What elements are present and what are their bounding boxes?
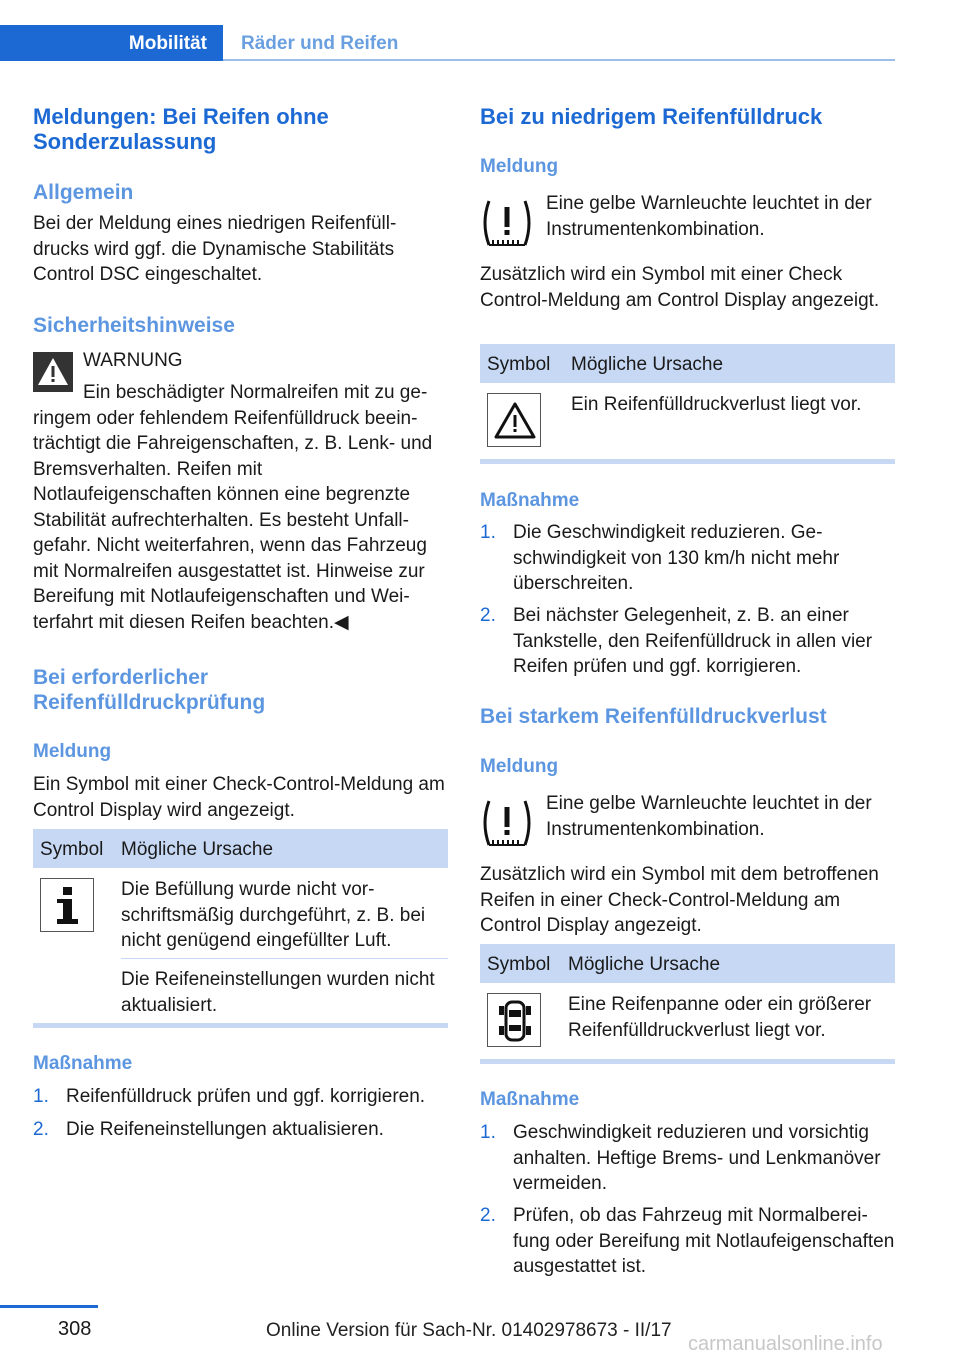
table-col-ursache: Mögliche Ursache xyxy=(571,354,724,375)
allgemein-text: Bei der Meldung eines niedrigen Reifenfülldrucks wird ggf. die Dynamische Stabilitäts Control DSC eingeschaltet. xyxy=(33,213,397,285)
heading-zu-niedrigem-druck: Bei zu niedrigem Reifenfülldruck xyxy=(480,104,823,129)
info-icon xyxy=(40,878,94,932)
meldung-text: Zusätzlich wird ein Symbol mit einer Check Control-Meldung am Control Display angezeigt. xyxy=(480,264,880,311)
list-number: 1. xyxy=(33,1086,49,1107)
list-text: Die Geschwindigkeit reduzieren. Geschwindigkeit von 130 km/h nicht mehr überschreiten. xyxy=(513,522,840,594)
list-text: Geschwindigkeit reduzieren und vorsichtig anhalten. Heftige Brems- und Lenkmanöver vermeiden. xyxy=(513,1122,881,1194)
list-number: 1. xyxy=(480,522,496,543)
table-bottom-border xyxy=(480,1059,895,1064)
list-text: Die Reifeneinstellungen aktualisieren. xyxy=(66,1119,384,1140)
list-number: 1. xyxy=(480,1122,496,1143)
warning-label: WARNUNG xyxy=(83,350,183,371)
warning-lamp-text: Eine gelbe Warnleuchte leuchtet in der Instrumentenkombination. xyxy=(546,793,872,840)
warning-lamp-text: Eine gelbe Warnleuchte leuchtet in der Instrumentenkombination. xyxy=(546,193,872,240)
page-number: 308 xyxy=(58,1318,92,1340)
table-bottom-border xyxy=(33,1023,448,1028)
heading-allgemein: Allgemein xyxy=(33,181,134,204)
table-row-ursache: Eine Reifenpanne oder ein größerer Reifenfülldruckverlust liegt vor. xyxy=(568,994,872,1041)
heading-massnahme: Maßnahme xyxy=(33,1053,133,1074)
section-tab-mobilitaet xyxy=(0,25,223,61)
list-text: Prüfen, ob das Fahrzeug mit Normalbereifung oder Bereifung mit Notlaufeigenschaften ausgestattet ist. xyxy=(513,1205,895,1277)
table-header xyxy=(480,944,895,983)
table-row-2-ursache: Die Reifeneinstellungen wurden nicht aktualisiert. xyxy=(121,969,435,1016)
tire-pressure-warning-lamp-icon xyxy=(480,796,534,850)
car-tire-position-icon xyxy=(487,993,541,1047)
section-title: Meldungen: Bei Reifen ohne Sonderzulassung xyxy=(33,104,329,154)
table-col-ursache: Mögliche Ursache xyxy=(568,954,721,975)
heading-starkem-verlust: Bei starkem Reifenfülldruckverlust xyxy=(480,705,827,728)
tire-pressure-warning-lamp-icon xyxy=(480,196,534,250)
watermark: carmanualsonline.info xyxy=(688,1333,883,1355)
table-row-divider xyxy=(121,958,448,959)
footer-accent-line xyxy=(0,1305,98,1308)
heading-massnahme: Maßnahme xyxy=(480,1089,580,1110)
symbol-table-stark xyxy=(480,944,895,1069)
meldung-text: Ein Symbol mit einer Check-Control-Meldung am Control Display wird angezeigt. xyxy=(33,774,445,821)
list-number: 2. xyxy=(480,1205,496,1226)
chapter-tab-raeder-reifen: Räder und Reifen xyxy=(241,33,399,54)
symbol-table-pruefung xyxy=(33,829,448,1029)
warning-triangle-icon xyxy=(487,393,541,447)
symbol-table-niedrig xyxy=(480,344,895,469)
table-bottom-border xyxy=(480,459,895,464)
heading-reifenfuelldruckpruefung: Bei erforderlicher Reifenfülldruckprüfung xyxy=(33,666,266,714)
list-number: 2. xyxy=(480,605,496,626)
table-col-symbol: Symbol xyxy=(487,954,551,975)
heading-meldung: Meldung xyxy=(480,756,559,777)
section-tab-label: Mobilität xyxy=(128,33,207,54)
heading-meldung: Meldung xyxy=(480,156,559,177)
heading-meldung: Meldung xyxy=(33,741,112,762)
online-version-note: Online Version für Sach-Nr. 01402978673 - II/17 xyxy=(266,1320,672,1341)
header-divider xyxy=(223,59,895,61)
table-col-symbol: Symbol xyxy=(40,839,104,860)
warning-text: Ein beschädigter Normalreifen mit zu geringem oder fehlendem Reifenfülldruck beeinträchtigt die Fahreigenschaften, z. B. Lenk- und Bremsverhalten. Reifen mit Notlaufeigenschaften können eine begrenzte Stabilität aufrechterhalten. Es besteht Unfallgefahr. Nicht weiterfahren, wenn das Fahrzeug mit Normalreifen ausgestattet ist. Hinweise zur Bereifung mit Notlaufeigenschaften und Weiterfahrt mit diesen Reifen beachten.◀ xyxy=(33,382,433,633)
table-col-symbol: Symbol xyxy=(487,354,551,375)
heading-massnahme: Maßnahme xyxy=(480,490,580,511)
table-header xyxy=(480,344,895,383)
list-number: 2. xyxy=(33,1119,49,1140)
table-row-ursache: Ein Reifenfülldruckverlust liegt vor. xyxy=(571,394,862,415)
meldung-text: Zusätzlich wird ein Symbol mit dem betroffenen Reifen in einer Check-Control-Meldung am Control Display angezeigt. xyxy=(480,864,879,936)
table-row-1-ursache: Die Befüllung wurde nicht vorschriftsmäßig durchgeführt, z. B. bei nicht genügend eingefüllter Luft. xyxy=(121,879,426,951)
table-col-ursache: Mögliche Ursache xyxy=(121,839,274,860)
list-text: Reifenfülldruck prüfen und ggf. korrigieren. xyxy=(66,1086,426,1107)
page-header xyxy=(0,25,895,61)
heading-sicherheitshinweise: Sicherheitshinweise xyxy=(33,314,235,337)
table-header xyxy=(33,829,448,868)
list-text: Bei nächster Gelegenheit, z. B. an einer Tankstelle, den Reifenfülldruck in allen vier Reifen prüfen und ggf. korrigieren. xyxy=(513,605,873,677)
